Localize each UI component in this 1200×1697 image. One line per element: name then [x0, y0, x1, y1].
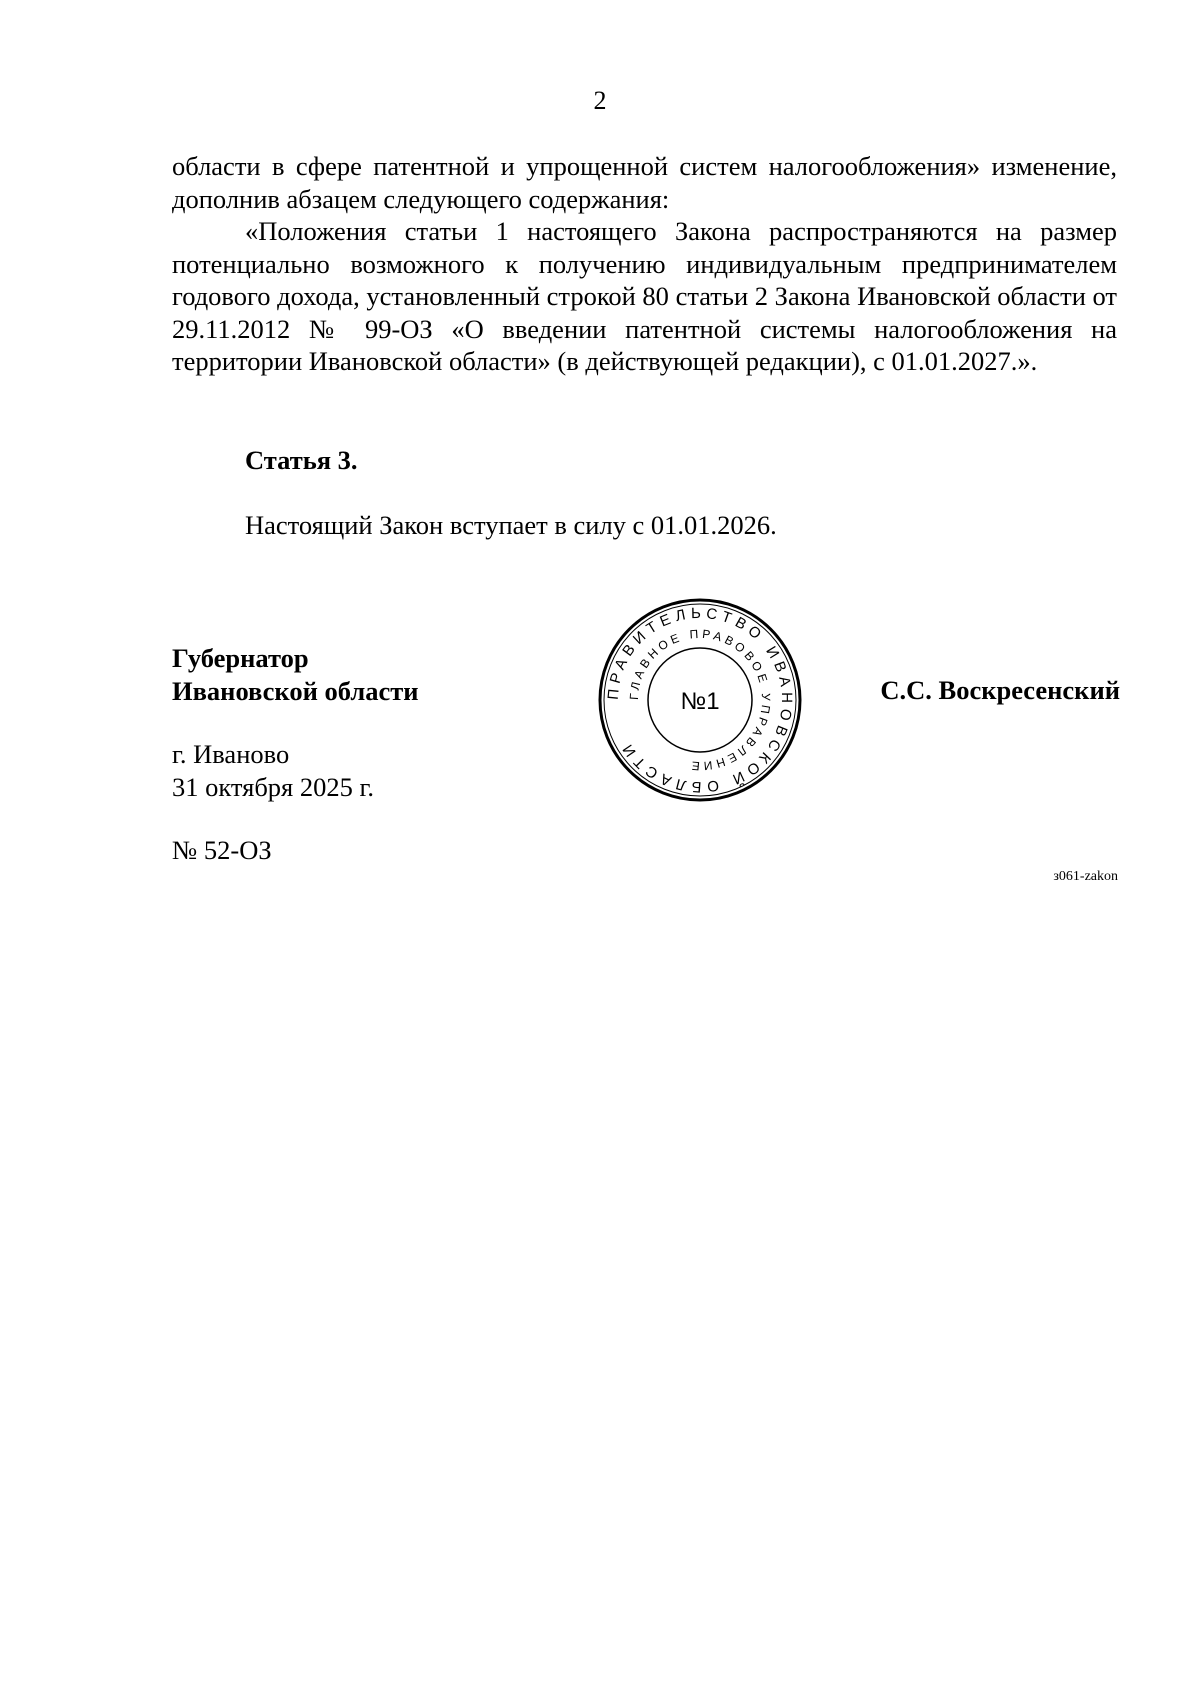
law-number: № 52-ОЗ: [172, 835, 272, 865]
stamp-inner-text: ГЛАВНОЕ ПРАВОВОЕ УПРАВЛЕНИЕ: [626, 626, 774, 774]
official-stamp: [595, 595, 805, 805]
stamp-outer-text: ПРАВИТЕЛЬСТВО ИВАНОВСКОЙ ОБЛАСТИ: [604, 604, 796, 796]
paragraph-continuation: области в сфере патентной и упрощенной систем налогообложения» изменение, дополнив абзацем следующего содержания:: [172, 151, 1117, 214]
place-and-date: [172, 738, 374, 804]
footer-code: з061-zakon: [1053, 869, 1118, 884]
signer-name: С.С. Воскресенский: [880, 675, 1120, 705]
article-3-text: Настоящий Закон вступает в силу с 01.01.2026.: [245, 510, 777, 540]
signatory-position-line2: Ивановской области: [172, 676, 419, 706]
article-3-title: Статья 3.: [245, 445, 358, 475]
city: г. Иваново: [172, 739, 290, 769]
signatory-position: [172, 642, 419, 708]
stamp-center-number: №1: [680, 688, 720, 715]
signatory-position-line1: Губернатор: [172, 643, 309, 673]
page-number: 2: [593, 86, 607, 115]
signing-date: 31 октября 2025 г.: [172, 772, 374, 802]
paragraph-amendment-text: «Положения статьи 1 настоящего Закона распространяются на размер потенциально возможного к получению индивидуальным предпринимателем годового дохода, установленный строкой 80 статьи 2 Закона Ивановской области от 29.11.2012 № 99-ОЗ «О введении патентной системы налогообложения на территории Ивановской области» (в действующей редакции), с 01.01.2027.».: [172, 216, 1117, 376]
document-body: [172, 150, 1117, 378]
